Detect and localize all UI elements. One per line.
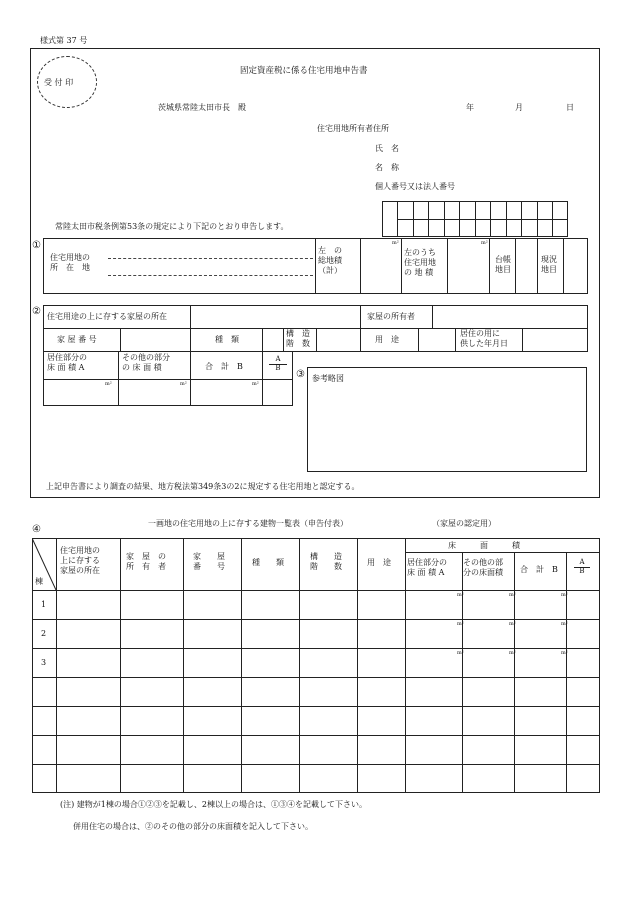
structure-label: 構 造 階 数 (286, 329, 310, 348)
table-row[interactable] (32, 764, 600, 793)
reference-sketch-label: 参考略図 (312, 374, 344, 383)
row-unit-2: m² (509, 650, 516, 656)
section4-marker: ④ (32, 524, 41, 535)
row-unit-2: m² (509, 621, 516, 627)
title-label: 名 称 (375, 163, 399, 172)
corner-label: 棟 (35, 577, 43, 586)
house-owner-label: 家屋の所有者 (367, 312, 415, 321)
table-row[interactable] (32, 648, 600, 677)
row-unit-1: m² (457, 650, 464, 656)
usage-label: 用 途 (375, 335, 399, 344)
col-floor-area: 床 面 積 (448, 541, 520, 550)
table-row[interactable] (32, 590, 600, 619)
row-unit-3: m² (561, 650, 568, 656)
house-number-label: 家 屋 番 号 (57, 335, 97, 344)
col-ratio-top: A (574, 559, 590, 568)
other-floor-label: その他の部分 の 床 面 積 (122, 353, 170, 372)
addressee: 茨城県常陸太田市長 殿 (158, 103, 246, 112)
col-other: その他の部 分の床面積 (463, 558, 503, 577)
section4-subtitle: （家屋の認定用） (432, 519, 496, 528)
row-unit-3: m² (561, 592, 568, 598)
ratio-top: A (269, 356, 287, 365)
total-area-label: 左 の 総地積 （計） (318, 246, 342, 275)
type-label: 種 類 (215, 335, 239, 344)
form-title: 固定資産税に係る住宅用地申告書 (240, 66, 368, 76)
residence-date-label: 居住の用に 供した年月日 (460, 329, 508, 348)
house-location-label: 住宅用途の上に存する家屋の所在 (47, 312, 167, 321)
section3-marker: ③ (296, 369, 305, 380)
note-2: 併用住宅の場合は、②のその他の部分の床面積を記入して下さい。 (73, 822, 313, 831)
table-row[interactable] (32, 735, 600, 764)
col-location: 住宅用地の 上に存する 家屋の所在 (60, 546, 100, 575)
floor-unit-2: m² (180, 381, 187, 387)
col-ratio-bottom: B (579, 566, 585, 575)
section1-unit-2: m² (481, 240, 488, 246)
location-label: 住宅用地の 所 在 地 (50, 253, 90, 272)
row-number: 3 (41, 658, 47, 667)
col-usage: 用 途 (367, 558, 391, 567)
section2-marker: ② (32, 306, 41, 317)
residential-area-label: 左のうち 住宅用地 の 地 積 (404, 248, 436, 277)
section1-unit-1: m² (392, 240, 399, 246)
date-year: 年 (466, 103, 474, 112)
total-b-label: 合 計 B (205, 362, 243, 371)
table-row[interactable] (32, 706, 600, 735)
table-row[interactable] (32, 677, 600, 706)
row-unit-1: m² (457, 592, 464, 598)
building-rows (32, 590, 600, 793)
owner-address-label: 住宅用地所有者住所 (317, 124, 389, 133)
row-unit-2: m² (509, 592, 516, 598)
table-row[interactable] (32, 619, 600, 648)
declaration-text: 常陸太田市税条例第53条の規定により下記のとおり申告します。 (55, 222, 289, 231)
row-number: 1 (41, 600, 47, 609)
reception-stamp-label: 受 付 印 (44, 78, 74, 87)
date-day: 日 (566, 103, 574, 112)
col-owner: 家 屋 の 所 有 者 (126, 552, 166, 571)
col-type: 種 類 (252, 558, 284, 567)
form-number: 様式第 37 号 (40, 36, 88, 45)
section1-marker: ① (32, 240, 41, 251)
date-month: 月 (515, 103, 523, 112)
ledger-category-label: 台帳 地目 (495, 255, 511, 274)
current-category-label: 現況 地目 (541, 255, 557, 274)
residential-floor-label: 居住部分の 床 面 積 A (47, 353, 87, 372)
row-unit-3: m² (561, 621, 568, 627)
floor-unit-1: m² (105, 381, 112, 387)
row-unit-1: m² (457, 621, 464, 627)
section4-title: 一画地の住宅用地の上に存する建物一覧表（申告付表） (148, 519, 348, 528)
name-label: 氏 名 (375, 144, 399, 153)
floor-unit-3: m² (252, 381, 259, 387)
row-number: 2 (41, 629, 47, 638)
col-residential: 居住部分の 床 面 積 A (407, 558, 447, 577)
reference-sketch-box[interactable] (307, 367, 587, 472)
ratio-bottom: B (275, 363, 281, 372)
id-number-label: 個人番号又は法人番号 (375, 182, 455, 191)
col-number: 家 屋 番 号 (193, 552, 225, 571)
col-total: 合 計 B (520, 565, 558, 574)
certification-text: 上記申告書により調査の結果、地方税法第349条3の2に規定する住宅用地と認定する。 (46, 482, 360, 491)
ratio-a-b (269, 356, 287, 372)
col-structure: 構 造 階 数 (310, 552, 342, 571)
note-1: (注) 建物が1棟の場合①②③を記載し、2棟以上の場合は、①③④を記載して下さい。 (60, 800, 367, 809)
col-ratio (574, 559, 590, 575)
